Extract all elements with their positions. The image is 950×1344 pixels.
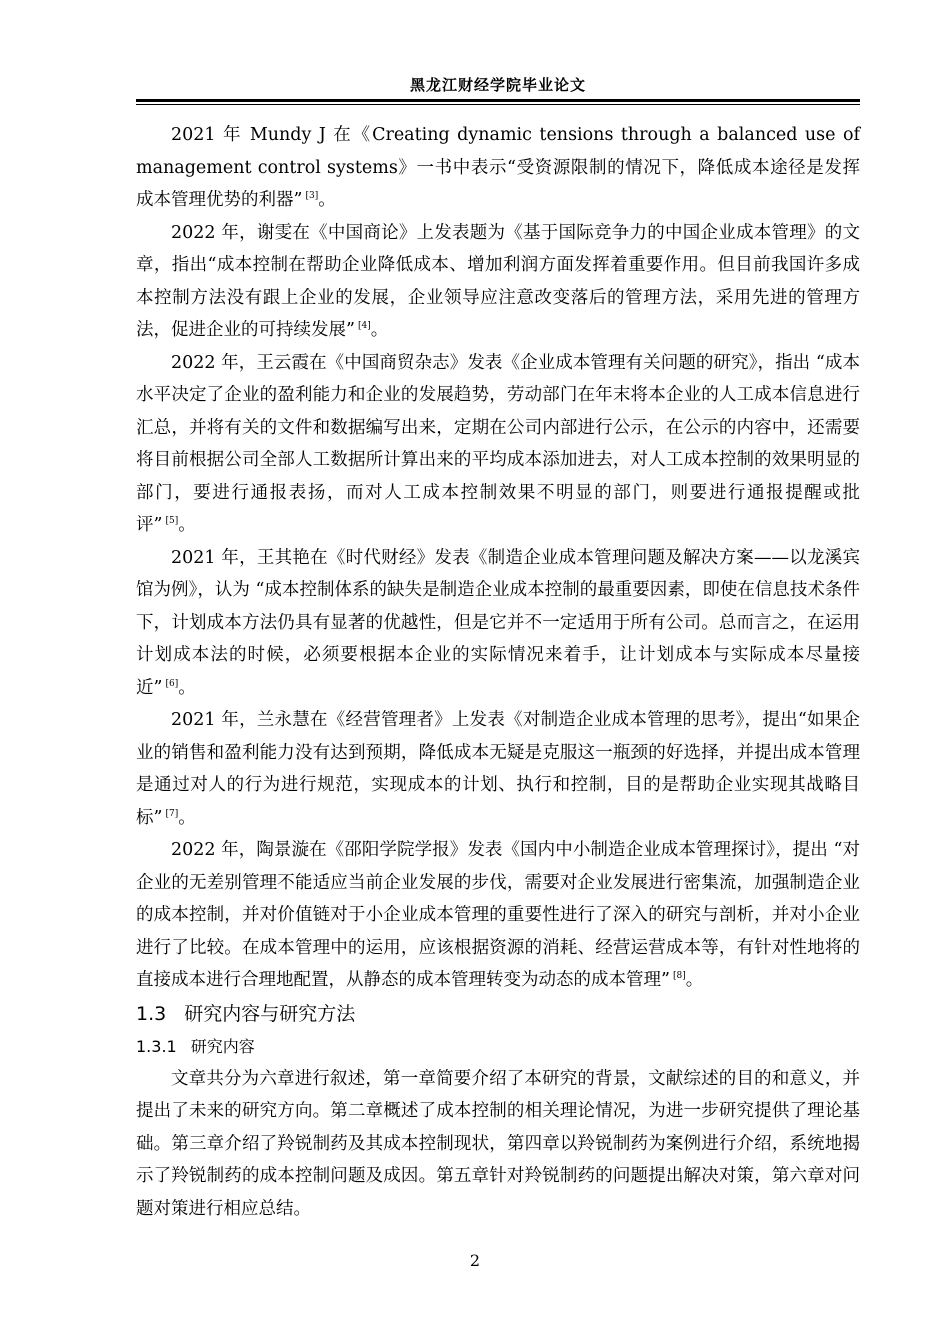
subsection-heading (136, 1031, 860, 1063)
paragraph-end: 。 (318, 190, 336, 210)
paragraph-end: 。 (178, 515, 196, 535)
paragraph-mundy (136, 119, 860, 217)
paragraph-wang-qiyan (136, 542, 860, 705)
subsection-title: 研究内容 (190, 1036, 255, 1056)
paragraph-wang-yunxia (136, 347, 860, 542)
citation-mark: [4] (357, 321, 371, 332)
paragraph-end: 。 (178, 807, 196, 828)
header-rule-thin (136, 104, 860, 105)
paragraph-end: 。 (370, 320, 389, 340)
paragraph-end: 。 (178, 677, 196, 698)
citation-mark: [6] (165, 678, 179, 689)
paragraph-text: 2022 年，陶景漩在《邵阳学院学报》发表《国内中小制造企业成本管理探讨》，提出 “对企业的无差别管理不能适应当前企业发展的步伐，需要对企业发展进行密集流，加强制造企业的成本控制，并对价值链对于小企业成本管理的重要性进行了深入的研究与剖析，并对小企业进行了比较。在成本管理中的运用，应该根据资源的消耗、经营运营成本等，有针对性地将的直接成本进行合理地配置，从静态的成本管理转变为动态的成本管理” (136, 840, 860, 990)
paragraph-text: 2021 年 Mundy J 在《Creating dynamic tensions through a balanced use of management control systems》一书中表示“受资源限制的情况下，降低成本途径是发挥成本管理优势的利器” (136, 125, 860, 210)
paragraph-tao (136, 834, 860, 997)
section-heading (136, 999, 860, 1029)
citation-mark: [5] (165, 516, 179, 527)
citation-mark: [7] (165, 808, 179, 819)
paragraph-end: 。 (685, 970, 704, 990)
paragraph-research-content: 文章共分为六章进行叙述，第一章简要介绍了本研究的背景，文献综述的目的和意义，并提出了未来的研究方向。第二章概述了成本控制的相关理论情况，为进一步研究提供了理论基础。第三章介绍了羚锐制药及其成本控制现状，第四章以羚锐制药为案例进行介绍，系统地揭示了羚锐制药的成本控制问题及成因。第五章针对羚锐制药的问题提出解决对策，第六章对问题对策进行相应总结。 (136, 1068, 860, 1219)
page-number: 2 (469, 1251, 481, 1270)
paragraph-xie (136, 217, 860, 347)
paragraph-text: 2021 年，王其艳在《时代财经》发表《制造企业成本管理问题及解决方案——以龙溪宾馆为例》，认为 “成本控制体系的缺失是制造企业成本控制的最重要因素，即使在信息技术条件下，计划成本方法仍具有显著的优越性，但是它并不一定适用于所有公司。总而言之，在运用计划成本法的时候，必须要根据本企业的实际情况来着手，让计划成本与实际成本尽量接近” (136, 547, 860, 698)
page-header-title: 黑龙江财经学院毕业论文 (409, 76, 586, 94)
section-number: 1.3 (136, 1002, 167, 1025)
paragraph-text: 2022 年，王云霞在《中国商贸杂志》发表《企业成本管理有关问题的研究》，指出 “成本水平决定了企业的盈利能力和企业的发展趋势，劳动部门在年末将本企业的人工成本信息进行汇总，并将有关的文件和数据编写出来，定期在公司内部进行公示，在公示的内容中，还需要将目前根据公司全部人工数据所计算出来的平均成本添加进去，对人工成本控制的效果明显的部门，要进行通报表扬，而对人工成本控制效果不明显的部门，则要进行通报提醒或批评” (136, 352, 860, 535)
header-rule-thick (136, 99, 860, 102)
document-body (136, 119, 860, 1225)
paragraph-text: 2021 年，兰永慧在《经营管理者》上发表《对制造企业成本管理的思考》，提出“如果企业的销售和盈利能力没有达到预期，降低成本无疑是克服这一瓶颈的好选择，并提出成本管理是通过对人的行为进行规范，实现成本的计划、执行和控制，目的是帮助企业实现其战略目标” (136, 710, 860, 828)
subsection-number: 1.3.1 (136, 1036, 177, 1056)
citation-mark: [8] (672, 971, 686, 982)
paragraph-lan (136, 704, 860, 834)
citation-mark: [3] (305, 191, 319, 202)
section-title: 研究内容与研究方法 (184, 1002, 356, 1025)
paragraph-text: 2022 年，谢雯在《中国商论》上发表题为《基于国际竞争力的中国企业成本管理》的文章，指出“成本控制在帮助企业降低成本、增加利润方面发挥着重要作用。但目前我国许多成本控制方法没有跟上企业的发展，企业领导应注意改变落后的管理方法，采用先进的管理方法，促进企业的可持续发展” (136, 222, 860, 340)
